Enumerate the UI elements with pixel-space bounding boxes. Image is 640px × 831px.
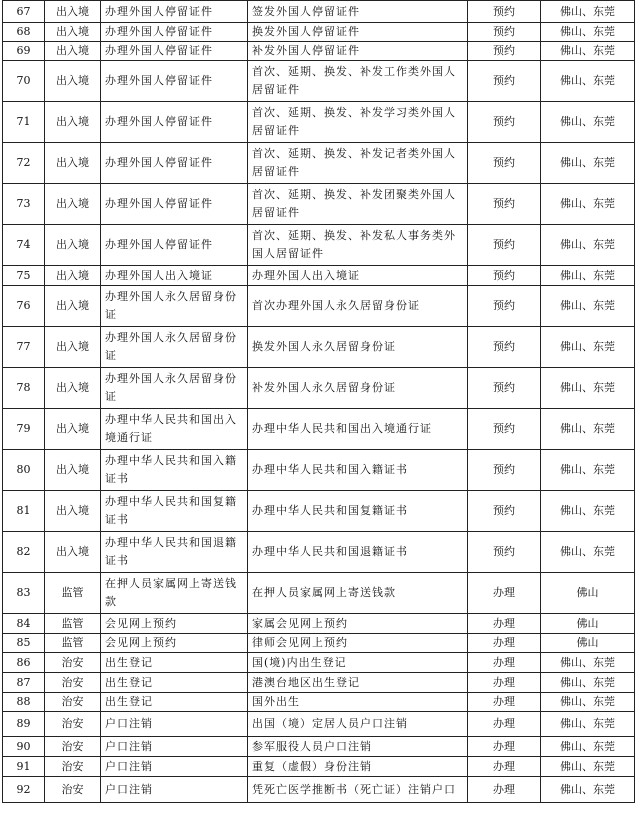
type-cell: 办理: [468, 614, 541, 634]
table-row: [3, 673, 635, 693]
sub-item-cell: 补发外国人永久居留身份证: [248, 368, 468, 409]
sub-item-cell: 办理中华人民共和国复籍证书: [248, 491, 468, 532]
row-number: 80: [3, 450, 45, 491]
area-cell: 佛山、东莞: [541, 61, 635, 102]
category-cell: 出入境: [45, 286, 101, 327]
sub-item-cell: 首次、延期、换发、补发学习类外国人居留证件: [248, 102, 468, 143]
item-cell: 办理中华人民共和国退籍证书: [101, 532, 248, 573]
area-cell: 佛山、东莞: [541, 1, 635, 23]
row-number: 72: [3, 143, 45, 184]
item-cell: 办理外国人停留证件: [101, 143, 248, 184]
type-cell: 办理: [468, 653, 541, 673]
table-row: [3, 102, 635, 143]
row-number: 68: [3, 23, 45, 42]
sub-item-cell: 签发外国人停留证件: [248, 1, 468, 23]
sub-item-cell: 办理中华人民共和国退籍证书: [248, 532, 468, 573]
sub-item-cell: 补发外国人停留证件: [248, 42, 468, 61]
sub-item-cell: 办理中华人民共和国出入境通行证: [248, 409, 468, 450]
type-cell: 预约: [468, 491, 541, 532]
table-row: [3, 653, 635, 673]
area-cell: 佛山、东莞: [541, 757, 635, 777]
table-row: [3, 450, 635, 491]
row-number: 83: [3, 573, 45, 614]
area-cell: 佛山、东莞: [541, 673, 635, 693]
item-cell: 办理中华人民共和国入籍证书: [101, 450, 248, 491]
area-cell: 佛山、东莞: [541, 266, 635, 286]
item-cell: 办理中华人民共和国出入境通行证: [101, 409, 248, 450]
sub-item-cell: 首次、延期、换发、补发私人事务类外国人居留证件: [248, 225, 468, 266]
area-cell: 佛山、东莞: [541, 102, 635, 143]
category-cell: 治安: [45, 737, 101, 757]
type-cell: 预约: [468, 23, 541, 42]
table-row: [3, 693, 635, 712]
table-row: [3, 266, 635, 286]
item-cell: 户口注销: [101, 737, 248, 757]
table-body: [3, 1, 635, 803]
table-row: [3, 23, 635, 42]
table-row: [3, 1, 635, 23]
item-cell: 办理外国人停留证件: [101, 1, 248, 23]
type-cell: 预约: [468, 184, 541, 225]
item-cell: 办理外国人停留证件: [101, 61, 248, 102]
area-cell: 佛山、东莞: [541, 450, 635, 491]
item-cell: 办理外国人永久居留身份证: [101, 286, 248, 327]
category-cell: 出入境: [45, 368, 101, 409]
type-cell: 预约: [468, 532, 541, 573]
table-row: [3, 757, 635, 777]
area-cell: 佛山、东莞: [541, 368, 635, 409]
type-cell: 办理: [468, 693, 541, 712]
table-row: [3, 491, 635, 532]
item-cell: 在押人员家属网上寄送钱款: [101, 573, 248, 614]
item-cell: 办理外国人永久居留身份证: [101, 327, 248, 368]
category-cell: 出入境: [45, 1, 101, 23]
table-row: [3, 42, 635, 61]
area-cell: 佛山、东莞: [541, 532, 635, 573]
table-row: [3, 61, 635, 102]
area-cell: 佛山、东莞: [541, 409, 635, 450]
area-cell: 佛山、东莞: [541, 693, 635, 712]
item-cell: 办理外国人出入境证: [101, 266, 248, 286]
category-cell: 治安: [45, 712, 101, 737]
table-row: [3, 184, 635, 225]
type-cell: 预约: [468, 42, 541, 61]
category-cell: 出入境: [45, 42, 101, 61]
type-cell: 预约: [468, 409, 541, 450]
table-row: [3, 532, 635, 573]
sub-item-cell: 家属会见网上预约: [248, 614, 468, 634]
sub-item-cell: 办理中华人民共和国入籍证书: [248, 450, 468, 491]
type-cell: 预约: [468, 143, 541, 184]
sub-item-cell: 律师会见网上预约: [248, 634, 468, 653]
area-cell: 佛山、东莞: [541, 23, 635, 42]
item-cell: 户口注销: [101, 712, 248, 737]
services-table: [2, 0, 635, 803]
item-cell: 办理外国人停留证件: [101, 102, 248, 143]
type-cell: 预约: [468, 1, 541, 23]
table-row: [3, 143, 635, 184]
sub-item-cell: 首次、延期、换发、补发记者类外国人居留证件: [248, 143, 468, 184]
table-row: [3, 634, 635, 653]
sub-item-cell: 首次、延期、换发、补发工作类外国人居留证件: [248, 61, 468, 102]
category-cell: 治安: [45, 693, 101, 712]
table-row: [3, 777, 635, 803]
category-cell: 治安: [45, 673, 101, 693]
sub-item-cell: 国外出生: [248, 693, 468, 712]
table-row: [3, 368, 635, 409]
table-row: [3, 225, 635, 266]
item-cell: 出生登记: [101, 693, 248, 712]
category-cell: 出入境: [45, 61, 101, 102]
row-number: 88: [3, 693, 45, 712]
row-number: 89: [3, 712, 45, 737]
type-cell: 预约: [468, 225, 541, 266]
row-number: 67: [3, 1, 45, 23]
area-cell: 佛山、东莞: [541, 42, 635, 61]
row-number: 84: [3, 614, 45, 634]
category-cell: 监管: [45, 614, 101, 634]
item-cell: 办理外国人永久居留身份证: [101, 368, 248, 409]
row-number: 86: [3, 653, 45, 673]
sub-item-cell: 凭死亡医学推断书（死亡证）注销户口: [248, 777, 468, 803]
area-cell: 佛山: [541, 634, 635, 653]
sub-item-cell: 办理外国人出入境证: [248, 266, 468, 286]
type-cell: 办理: [468, 712, 541, 737]
row-number: 77: [3, 327, 45, 368]
area-cell: 佛山、东莞: [541, 491, 635, 532]
item-cell: 办理中华人民共和国复籍证书: [101, 491, 248, 532]
category-cell: 出入境: [45, 327, 101, 368]
item-cell: 办理外国人停留证件: [101, 23, 248, 42]
category-cell: 出入境: [45, 225, 101, 266]
type-cell: 办理: [468, 634, 541, 653]
table-row: [3, 327, 635, 368]
area-cell: 佛山、东莞: [541, 225, 635, 266]
category-cell: 出入境: [45, 102, 101, 143]
area-cell: 佛山、东莞: [541, 327, 635, 368]
category-cell: 出入境: [45, 143, 101, 184]
type-cell: 预约: [468, 327, 541, 368]
item-cell: 出生登记: [101, 653, 248, 673]
type-cell: 办理: [468, 757, 541, 777]
row-number: 87: [3, 673, 45, 693]
type-cell: 办理: [468, 777, 541, 803]
area-cell: 佛山、东莞: [541, 737, 635, 757]
type-cell: 预约: [468, 61, 541, 102]
table-row: [3, 573, 635, 614]
area-cell: 佛山: [541, 614, 635, 634]
category-cell: 出入境: [45, 23, 101, 42]
row-number: 69: [3, 42, 45, 61]
row-number: 81: [3, 491, 45, 532]
category-cell: 出入境: [45, 532, 101, 573]
row-number: 92: [3, 777, 45, 803]
table-row: [3, 286, 635, 327]
area-cell: 佛山、东莞: [541, 184, 635, 225]
type-cell: 办理: [468, 737, 541, 757]
category-cell: 出入境: [45, 409, 101, 450]
category-cell: 出入境: [45, 450, 101, 491]
category-cell: 监管: [45, 573, 101, 614]
category-cell: 监管: [45, 634, 101, 653]
type-cell: 预约: [468, 266, 541, 286]
item-cell: 户口注销: [101, 777, 248, 803]
area-cell: 佛山、东莞: [541, 286, 635, 327]
row-number: 75: [3, 266, 45, 286]
row-number: 91: [3, 757, 45, 777]
table-row: [3, 737, 635, 757]
type-cell: 办理: [468, 673, 541, 693]
category-cell: 治安: [45, 777, 101, 803]
area-cell: 佛山、东莞: [541, 712, 635, 737]
item-cell: 办理外国人停留证件: [101, 184, 248, 225]
table-row: [3, 712, 635, 737]
area-cell: 佛山、东莞: [541, 653, 635, 673]
row-number: 70: [3, 61, 45, 102]
row-number: 76: [3, 286, 45, 327]
row-number: 71: [3, 102, 45, 143]
category-cell: 出入境: [45, 491, 101, 532]
row-number: 78: [3, 368, 45, 409]
category-cell: 出入境: [45, 266, 101, 286]
table-row: [3, 614, 635, 634]
row-number: 85: [3, 634, 45, 653]
row-number: 74: [3, 225, 45, 266]
type-cell: 预约: [468, 368, 541, 409]
sub-item-cell: 重复（虚假）身份注销: [248, 757, 468, 777]
sub-item-cell: 出国（境）定居人员户口注销: [248, 712, 468, 737]
item-cell: 办理外国人停留证件: [101, 42, 248, 61]
sub-item-cell: 换发外国人永久居留身份证: [248, 327, 468, 368]
type-cell: 预约: [468, 286, 541, 327]
item-cell: 出生登记: [101, 673, 248, 693]
item-cell: 会见网上预约: [101, 614, 248, 634]
area-cell: 佛山: [541, 573, 635, 614]
sub-item-cell: 首次办理外国人永久居留身份证: [248, 286, 468, 327]
row-number: 82: [3, 532, 45, 573]
item-cell: 会见网上预约: [101, 634, 248, 653]
sub-item-cell: 在押人员家属网上寄送钱款: [248, 573, 468, 614]
type-cell: 办理: [468, 573, 541, 614]
row-number: 79: [3, 409, 45, 450]
row-number: 73: [3, 184, 45, 225]
category-cell: 出入境: [45, 184, 101, 225]
item-cell: 户口注销: [101, 757, 248, 777]
type-cell: 预约: [468, 102, 541, 143]
sub-item-cell: 首次、延期、换发、补发团聚类外国人居留证件: [248, 184, 468, 225]
row-number: 90: [3, 737, 45, 757]
category-cell: 治安: [45, 757, 101, 777]
area-cell: 佛山、东莞: [541, 143, 635, 184]
category-cell: 治安: [45, 653, 101, 673]
sub-item-cell: 国(境)内出生登记: [248, 653, 468, 673]
table-row: [3, 409, 635, 450]
sub-item-cell: 参军服役人员户口注销: [248, 737, 468, 757]
item-cell: 办理外国人停留证件: [101, 225, 248, 266]
area-cell: 佛山、东莞: [541, 777, 635, 803]
sub-item-cell: 换发外国人停留证件: [248, 23, 468, 42]
type-cell: 预约: [468, 450, 541, 491]
sub-item-cell: 港澳台地区出生登记: [248, 673, 468, 693]
